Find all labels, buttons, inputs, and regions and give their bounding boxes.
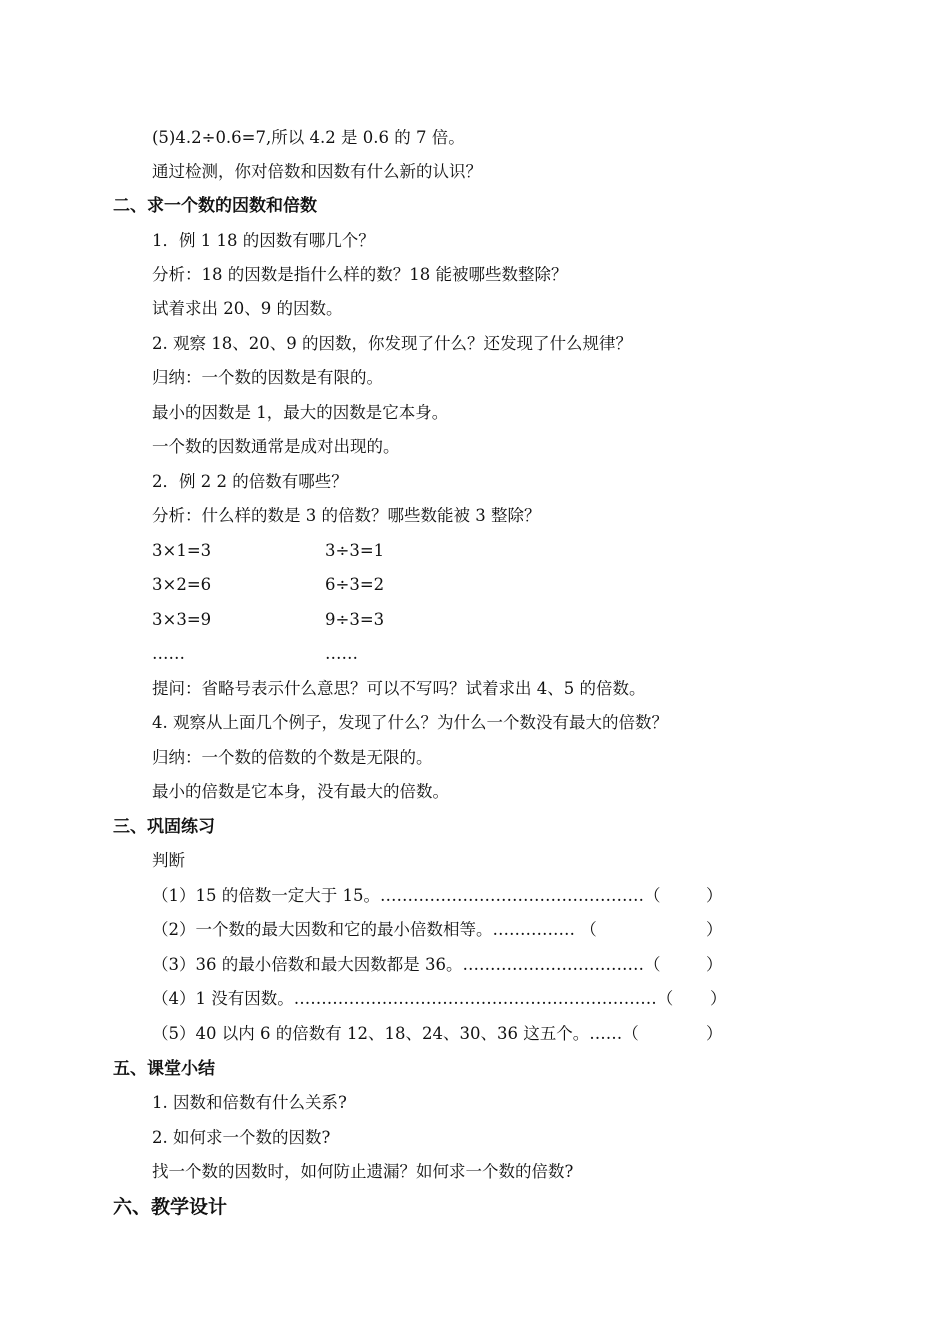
judgment-item-3: （3）36 的最小倍数和最大因数都是 36。……………………………（ bbox=[152, 955, 661, 974]
text-line: 一个数的因数通常是成对出现的。 bbox=[152, 437, 400, 456]
ellipsis-right: …… bbox=[325, 644, 358, 663]
subheading: 判断 bbox=[152, 851, 185, 870]
equation-right: 3÷3=1 bbox=[325, 541, 385, 560]
equation-left: 3×3=9 bbox=[152, 610, 212, 629]
text-line: 提问：省略号表示什么意思？可以不写吗？试着求出 4、5 的倍数。 bbox=[152, 679, 646, 698]
text-line: 试着求出 20、9 的因数。 bbox=[152, 299, 343, 318]
equation-right: 6÷3=2 bbox=[325, 575, 385, 594]
text-line: 找一个数的因数时，如何防止遗漏？如何求一个数的倍数? bbox=[152, 1162, 574, 1181]
intro-line-2: 通过检测，你对倍数和因数有什么新的认识？ bbox=[152, 162, 482, 181]
text-line: 归纳：一个数的因数是有限的。 bbox=[152, 368, 383, 387]
judgment-item-2: （2）一个数的最大因数和它的最小倍数相等。…………… （ bbox=[152, 920, 597, 939]
equation-left: 3×1=3 bbox=[152, 541, 212, 560]
answer-paren-close: ） bbox=[706, 1024, 723, 1043]
text-line: 1．例 1 18 的因数有哪几个？ bbox=[152, 231, 375, 250]
text-line: 最小的倍数是它本身，没有最大的倍数。 bbox=[152, 782, 449, 801]
intro-line-1: (5)4.2÷0.6=7,所以 4.2 是 0.6 的 7 倍。 bbox=[152, 128, 465, 147]
text-line: 分析：什么样的数是 3 的倍数？哪些数能被 3 整除？ bbox=[152, 506, 541, 525]
section-heading-2: 二、求一个数的因数和倍数 bbox=[113, 196, 317, 216]
answer-paren-close: ） bbox=[710, 989, 727, 1008]
section-heading-3: 三、巩固练习 bbox=[113, 817, 215, 837]
text-line: 分析：18 的因数是指什么样的数？18 能被哪些数整除？ bbox=[152, 265, 568, 284]
section-heading-6: 六、教学设计 bbox=[113, 1196, 228, 1218]
answer-paren-close: ） bbox=[706, 955, 723, 974]
judgment-item-5: （5）40 以内 6 的倍数有 12、18、24、30、36 这五个。……（ bbox=[152, 1024, 639, 1043]
answer-paren-close: ） bbox=[706, 886, 723, 905]
text-line: 2. 如何求一个数的因数? bbox=[152, 1128, 331, 1147]
judgment-item-4: （4）1 没有因数。…………………………………………………………（ bbox=[152, 989, 674, 1008]
text-line: 2. 观察 18、20、9 的因数，你发现了什么？还发现了什么规律？ bbox=[152, 334, 632, 353]
answer-paren-close: ） bbox=[706, 920, 723, 939]
equation-right: 9÷3=3 bbox=[325, 610, 385, 629]
section-heading-5: 五、课堂小结 bbox=[113, 1059, 215, 1079]
equation-left: 3×2=6 bbox=[152, 575, 212, 594]
text-line: 最小的因数是 1，最大的因数是它本身。 bbox=[152, 403, 449, 422]
judgment-item-1: （1）15 的倍数一定大于 15。…………………………………………（ bbox=[152, 886, 661, 905]
text-line: 1. 因数和倍数有什么关系? bbox=[152, 1093, 347, 1112]
text-line: 4. 观察从上面几个例子，发现了什么？为什么一个数没有最大的倍数？ bbox=[152, 713, 668, 732]
ellipsis-left: …… bbox=[152, 644, 185, 663]
text-line: 2．例 2 2 的倍数有哪些？ bbox=[152, 472, 348, 491]
text-line: 归纳：一个数的倍数的个数是无限的。 bbox=[152, 748, 433, 767]
